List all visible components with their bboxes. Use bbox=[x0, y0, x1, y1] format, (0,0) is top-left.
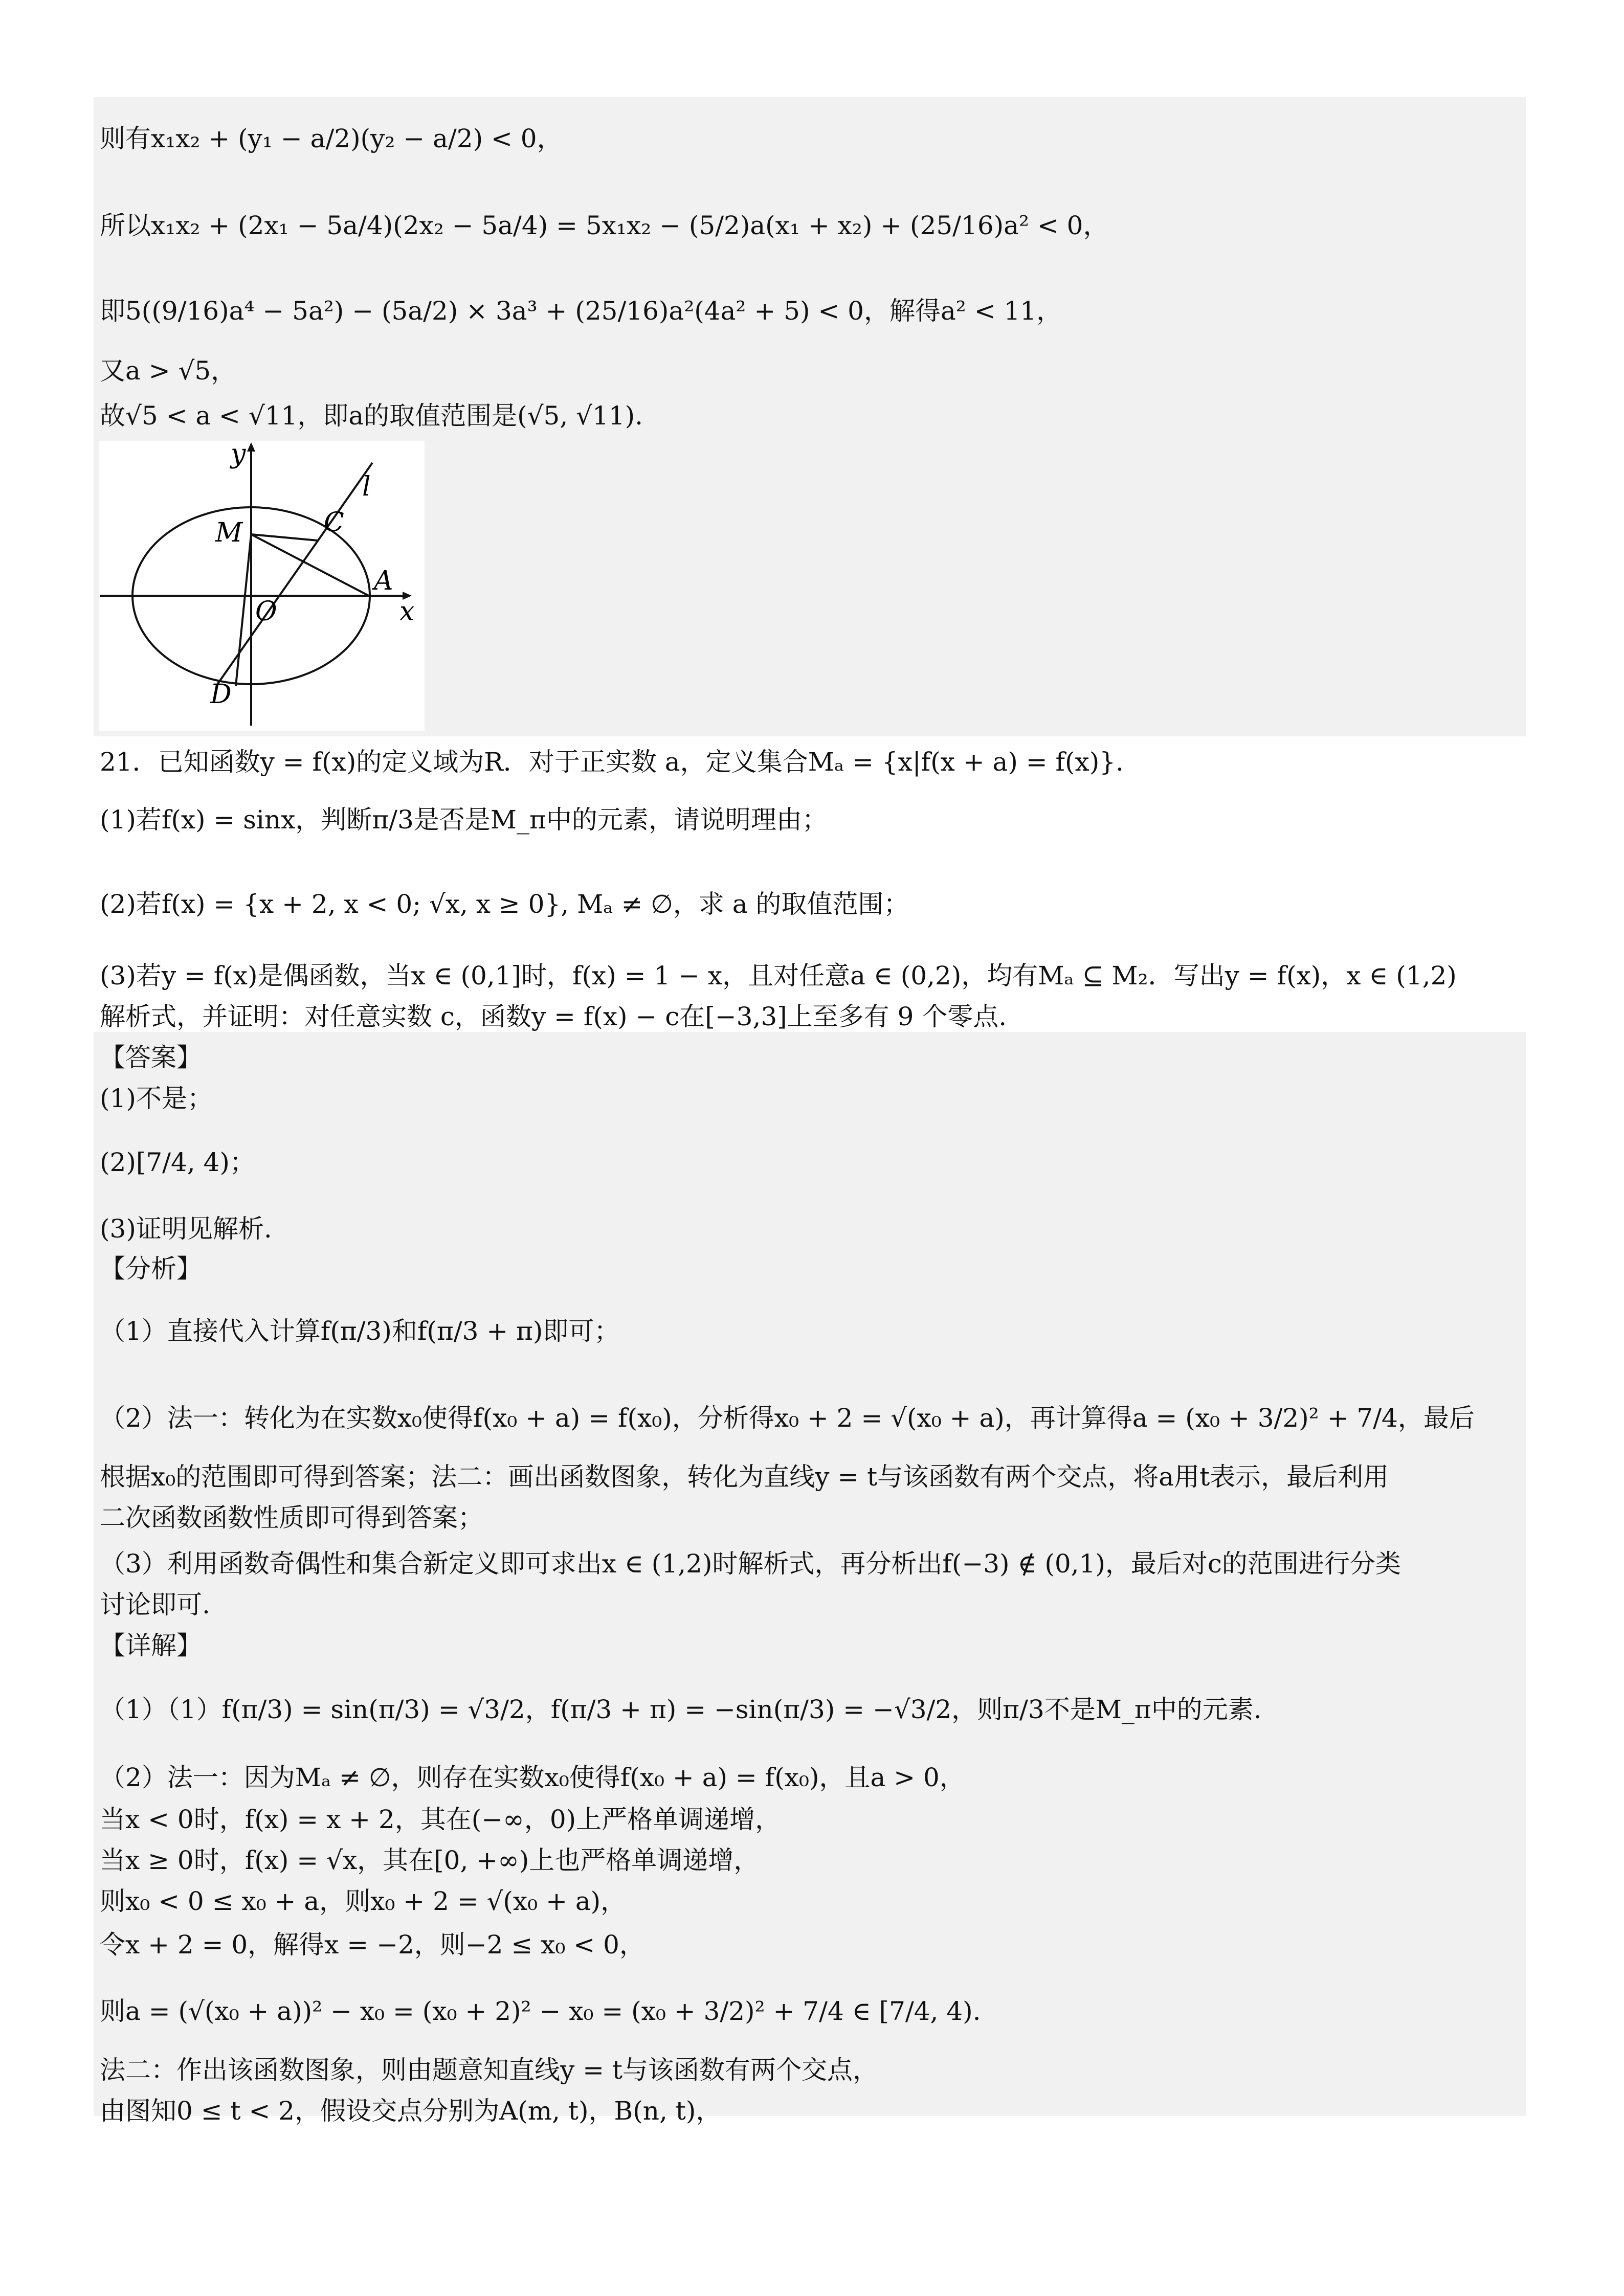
solution-line: 则有x₁x₂ + (y₁ − a/2)(y₂ − a/2) < 0， bbox=[100, 124, 563, 153]
segment-MD bbox=[236, 534, 251, 686]
solution-line: 即5((9/16)a⁴ − 5a²) − (5a/2) × 3a³ + (25/16)a²(4a² + 5) < 0，解得a² < 11， bbox=[100, 296, 1062, 326]
ellipse-diagram bbox=[99, 441, 425, 731]
answer-2: (2)[7/4, 4)； bbox=[100, 1147, 255, 1177]
problem-part-1: (1)若f(x) = sinx，判断π/3是否是M_π中的元素，请说明理由； bbox=[100, 805, 828, 835]
detail-line: （1）（1）f(π/3) = sin(π/3) = √3/2，f(π/3 + π) = −sin(π/3) = −√3/2，则π/3不是M_π中的元素. bbox=[100, 1695, 1262, 1724]
solution-line: 所以x₁x₂ + (2x₁ − 5a/4)(2x₂ − 5a/4) = 5x₁x₂ − (5/2)a(x₁ + x₂) + (25/16)a² < 0， bbox=[100, 211, 1109, 240]
detail-line: 由图知0 ≤ t < 2，假设交点分别为A(m, t)，B(n, t)， bbox=[100, 2096, 722, 2126]
answer-3: (3)证明见解析. bbox=[100, 1214, 272, 1244]
segment-MA bbox=[251, 534, 369, 596]
detail-header: 【详解】 bbox=[100, 1631, 202, 1660]
detail-line: 则a = (√(x₀ + a))² − x₀ = (x₀ + 2)² − x₀ = (x₀ + 3/2)² + 7/4 ∈ [7/4, 4). bbox=[100, 1996, 981, 2026]
analysis-part-3: （3）利用函数奇偶性和集合新定义即可求出x ∈ (1,2)时解析式，再分析出f(−3) ∉ (0,1)，最后对c的范围进行分类 bbox=[100, 1549, 1401, 1579]
line-l-label: l bbox=[362, 471, 371, 502]
answer-header: 【答案】 bbox=[100, 1043, 202, 1072]
point-A-label: A bbox=[374, 566, 393, 596]
y-axis-arrow bbox=[247, 442, 255, 452]
problem-stem: 21．已知函数y = f(x)的定义域为R．对于正实数 a，定义集合Mₐ = {x|f(x + a) = f(x)}. bbox=[100, 747, 1124, 777]
solution-conclusion: 故√5 < a < √11，即a的取值范围是(√5, √11). bbox=[100, 401, 643, 431]
answer-1: (1)不是； bbox=[100, 1084, 213, 1113]
solution-line: 又a > √5， bbox=[100, 356, 237, 386]
analysis-part-1: （1）直接代入计算f(π/3)和f(π/3 + π)即可； bbox=[100, 1316, 620, 1346]
detail-line: 则x₀ < 0 ≤ x₀ + a，则x₀ + 2 = √(x₀ + a)， bbox=[100, 1886, 627, 1916]
origin-O-label: O bbox=[255, 596, 277, 627]
y-axis-label: y bbox=[231, 441, 246, 469]
x-axis-label: x bbox=[399, 596, 415, 627]
detail-line: 当x < 0时，f(x) = x + 2，其在(−∞，0)上严格单调递增， bbox=[100, 1805, 781, 1834]
analysis-part-2: （2）法一：转化为在实数x₀使得f(x₀ + a) = f(x₀)，分析得x₀ + 2 = √(x₀ + a)，再计算得a = (x₀ + 3/2)² + 7/4，最后 bbox=[100, 1403, 1475, 1433]
problem-part-2: (2)若f(x) = {x + 2, x < 0; √x, x ≥ 0}, Mₐ ≠ ∅，求 a 的取值范围； bbox=[100, 889, 909, 919]
analysis-part-2-cont: 二次函数函数性质即可得到答案； bbox=[100, 1503, 483, 1533]
detail-line: 法二：作出该函数图象，则由题意知直线y = t与该函数有两个交点， bbox=[100, 2055, 879, 2085]
problem-part-3: (3)若y = f(x)是偶函数，当x ∈ (0,1]时，f(x) = 1 − x，且对任意a ∈ (0,2)，均有Mₐ ⊆ M₂．写出y = f(x)，x ∈ (1,2) bbox=[100, 961, 1457, 991]
analysis-part-2-cont: 根据x₀的范围即可得到答案；法二：画出函数图象，转化为直线y = t与该函数有两个交点，将a用t表示，最后利用 bbox=[100, 1462, 1389, 1492]
point-D-label: D bbox=[210, 679, 232, 710]
detail-line: 令x + 2 = 0，解得x = −2，则−2 ≤ x₀ < 0， bbox=[100, 1930, 645, 1960]
point-C-label: C bbox=[324, 507, 344, 538]
analysis-header: 【分析】 bbox=[100, 1254, 202, 1284]
detail-line: 当x ≥ 0时，f(x) = √x，其在[0, +∞)上也严格单调递增， bbox=[100, 1845, 760, 1875]
analysis-part-3-cont: 讨论即可. bbox=[100, 1590, 210, 1619]
point-M-label: M bbox=[215, 517, 243, 548]
problem-part-3-cont: 解析式，并证明：对任意实数 c，函数y = f(x) − c在[−3,3]上至多有 9 个零点. bbox=[100, 1002, 1007, 1031]
detail-line: （2）法一：因为Mₐ ≠ ∅，则存在实数x₀使得f(x₀ + a) = f(x₀)，且a > 0， bbox=[100, 1763, 965, 1792]
